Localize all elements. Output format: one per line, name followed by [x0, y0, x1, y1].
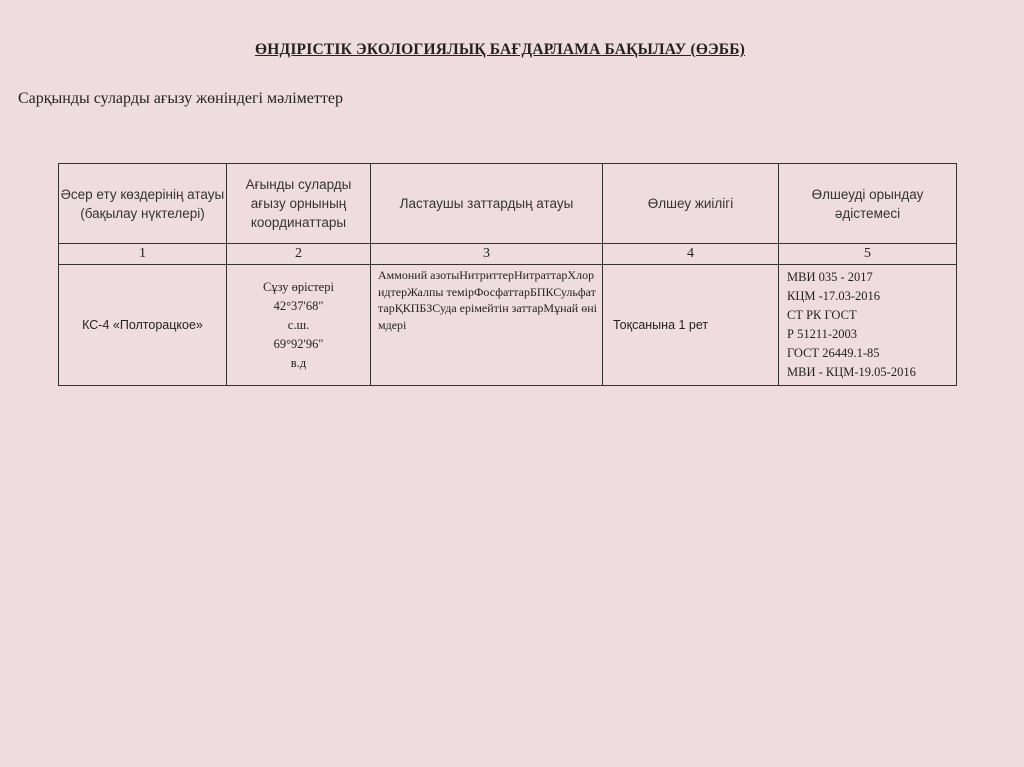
method-line: СТ РК ГОСТ: [787, 308, 857, 322]
header-source: Әсер ету көздерінің атауы (бақылау нүктелері): [59, 164, 227, 244]
coordinate-line: с.ш.: [287, 317, 310, 332]
table-number-row: [59, 244, 957, 265]
column-number: 3: [371, 244, 603, 265]
table-row: [59, 265, 957, 386]
column-number: 5: [779, 244, 957, 265]
method-line: ГОСТ 26449.1-85: [787, 346, 880, 360]
column-number: 1: [59, 244, 227, 265]
method-line: МВИ - КЦМ-19.05-2016: [787, 365, 916, 379]
column-number: 4: [603, 244, 779, 265]
coordinate-line: 69°92'96": [273, 336, 324, 351]
coordinate-line: в.д: [290, 355, 307, 370]
coordinate-line: Сұзу өрістері: [263, 279, 334, 294]
header-substances: Ластаушы заттардың атауы: [371, 164, 603, 244]
cell-frequency: Тоқсанына 1 рет: [603, 265, 779, 386]
header-coordinates: Ағынды суларды ағызу орнының координаттары: [227, 164, 371, 244]
method-line: МВИ 035 - 2017: [787, 270, 873, 284]
page-title: ӨНДІРІСТІК ЭКОЛОГИЯЛЫҚ БАҒДАРЛАМА БАҚЫЛАУ (ӨЭББ): [254, 41, 746, 58]
discharge-table: [58, 163, 957, 386]
section-subtitle: Сарқынды суларды ағызу жөніндегі мәліметтер: [18, 90, 343, 107]
header-method: Өлшеуді орындау әдістемесі: [779, 164, 957, 244]
coordinate-line: 42°37'68": [273, 298, 324, 313]
cell-methods: [779, 265, 957, 386]
header-frequency: Өлшеу жиілігі: [603, 164, 779, 244]
method-line: КЦМ -17.03-2016: [787, 289, 881, 303]
cell-source: КС-4 «Полторацкое»: [59, 265, 227, 386]
cell-coordinates: [227, 265, 371, 386]
method-line: Р 51211-2003: [787, 327, 858, 341]
cell-substances: Аммоний азотыНитриттерНитраттарХлоридтерЖалпы темірФосфаттарБПКСульфаттарҚКПБЗСуда ерімейтін заттарМұнай өнімдері: [371, 265, 603, 386]
table-header-row: [59, 164, 957, 244]
column-number: 2: [227, 244, 371, 265]
